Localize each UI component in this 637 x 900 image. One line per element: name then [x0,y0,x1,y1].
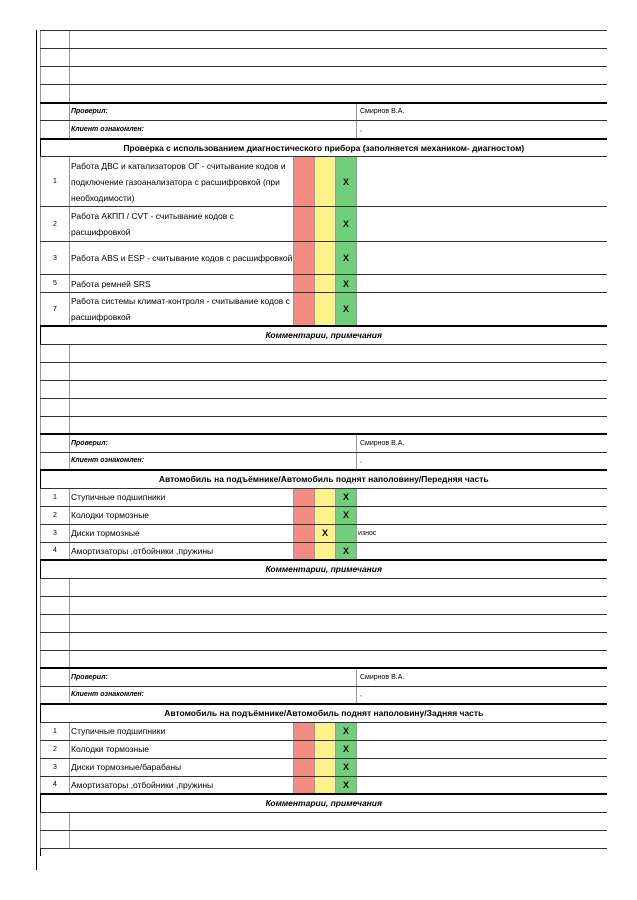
item-description: Диски тормозные [70,524,294,542]
checklist-row [41,275,607,293]
comments-title: Комментарии, примечания [41,326,607,344]
status-yellow-cell[interactable] [315,506,336,524]
status-red-cell[interactable] [294,207,315,242]
section-header-row [41,704,607,722]
blank-cell[interactable] [70,596,607,614]
blank-cell [41,398,70,416]
item-number: 3 [41,242,70,275]
blank-cell [41,49,70,67]
item-number: 5 [41,275,70,293]
blank-cell[interactable] [70,362,607,380]
checklist-row [41,758,607,776]
status-yellow-cell[interactable]: X [315,524,336,542]
blank-cell [41,830,70,848]
comments-title: Комментарии, примечания [41,794,607,812]
item-description: Работа ДВС и катализаторов ОГ - считывание кодов и подключение газоанализатора с расшифровкой (при необходимости) [70,157,294,207]
item-note[interactable] [357,293,607,327]
item-note[interactable] [357,488,607,506]
item-number: 2 [41,207,70,242]
status-red-cell[interactable] [294,293,315,327]
comments-header-row [41,794,607,812]
checklist-row [41,722,607,740]
checklist-row [41,157,607,207]
status-green-cell[interactable]: X [336,506,357,524]
client-acknowledged-value[interactable]: , [357,452,607,470]
item-note[interactable] [357,776,607,794]
status-red-cell[interactable] [294,524,315,542]
blank-cell[interactable] [70,49,607,67]
signoff-row [41,103,607,121]
blank-cell [41,380,70,398]
comments-header-row [41,326,607,344]
status-yellow-cell[interactable] [315,722,336,740]
blank-cell [41,434,70,452]
inspection-sheet [40,30,606,849]
checklist-row [41,506,607,524]
blank-cell[interactable] [70,578,607,596]
comments-header-row [41,560,607,578]
status-yellow-cell[interactable] [315,157,336,207]
status-yellow-cell[interactable] [315,542,336,560]
blank-cell[interactable] [70,85,607,103]
item-description: Диски тормозные/барабаны [70,758,294,776]
checklist-row [41,524,607,542]
checklist-row [41,242,607,275]
status-red-cell[interactable] [294,157,315,207]
client-acknowledged-value[interactable]: , [357,686,607,704]
item-number: 2 [41,506,70,524]
client-row [41,452,607,470]
status-yellow-cell[interactable] [315,776,336,794]
status-red-cell[interactable] [294,776,315,794]
item-description: Работа системы климат-контроля - считывание кодов с расшифровкой [70,293,294,327]
item-number: 3 [41,524,70,542]
blank-row [41,344,607,362]
blank-cell [41,578,70,596]
item-note[interactable] [357,740,607,758]
section-header-row [41,139,607,157]
status-yellow-cell[interactable] [315,293,336,327]
blank-cell[interactable] [70,380,607,398]
section-header-row [41,470,607,488]
item-description: Работа АКПП / CVT - считывание кодов с расшифровкой [70,207,294,242]
blank-row [41,632,607,650]
checked-by-label: Проверил: [70,668,357,686]
blank-cell [41,452,70,470]
item-note[interactable] [357,758,607,776]
blank-row [41,49,607,67]
checklist-row [41,776,607,794]
item-description: Работа ремней SRS [70,275,294,293]
blank-cell[interactable] [70,812,607,830]
blank-cell [41,344,70,362]
blank-cell [41,85,70,103]
status-red-cell[interactable] [294,758,315,776]
blank-cell[interactable] [70,67,607,85]
item-number: 1 [41,157,70,207]
blank-cell [41,67,70,85]
checklist-row [41,542,607,560]
blank-cell [41,668,70,686]
inspection-table-body [41,31,607,849]
blank-row [41,398,607,416]
item-number: 3 [41,758,70,776]
blank-row [41,31,607,49]
item-description: Амортизаторы ,отбойники ,пружины [70,776,294,794]
status-green-cell[interactable]: X [336,776,357,794]
blank-row [41,85,607,103]
status-green-cell[interactable]: X [336,207,357,242]
status-yellow-cell[interactable] [315,740,336,758]
checklist-row [41,740,607,758]
item-number: 4 [41,776,70,794]
section-title: Автомобиль на подъёмнике/Автомобиль поднят наполовину/Передняя часть [41,470,607,488]
blank-row [41,830,607,848]
blank-cell [41,31,70,49]
item-note[interactable]: износ [357,524,607,542]
status-green-cell[interactable]: X [336,157,357,207]
blank-row [41,416,607,434]
blank-row [41,380,607,398]
item-note[interactable] [357,275,607,293]
signoff-row [41,668,607,686]
status-red-cell[interactable] [294,722,315,740]
item-number: 4 [41,542,70,560]
status-yellow-cell[interactable] [315,207,336,242]
checklist-row [41,293,607,327]
status-red-cell[interactable] [294,506,315,524]
status-yellow-cell[interactable] [315,275,336,293]
status-green-cell[interactable] [336,524,357,542]
left-margin-line [36,30,37,870]
blank-row [41,596,607,614]
item-note[interactable] [357,722,607,740]
blank-cell [41,650,70,668]
inspection-table [40,30,607,849]
checklist-row [41,488,607,506]
blank-row [41,578,607,596]
blank-cell [41,812,70,830]
blank-cell[interactable] [70,398,607,416]
blank-cell [41,416,70,434]
status-red-cell[interactable] [294,740,315,758]
blank-cell[interactable] [70,632,607,650]
status-green-cell[interactable]: X [336,722,357,740]
checked-by-label: Проверил: [70,434,357,452]
blank-row [41,812,607,830]
status-green-cell[interactable]: X [336,758,357,776]
blank-row [41,614,607,632]
item-description: Колодки тормозные [70,506,294,524]
status-green-cell[interactable]: X [336,293,357,327]
status-red-cell[interactable] [294,275,315,293]
blank-cell [41,632,70,650]
checked-by-name[interactable]: Смирнов В.А. [357,103,607,121]
item-number: 2 [41,740,70,758]
item-description: Ступичные подшипники [70,488,294,506]
status-green-cell[interactable]: X [336,488,357,506]
item-note[interactable] [357,242,607,275]
status-green-cell[interactable]: X [336,542,357,560]
blank-cell[interactable] [70,31,607,49]
client-acknowledged-label: Клиент ознакомлен: [70,121,357,139]
blank-cell[interactable] [70,344,607,362]
blank-cell[interactable] [70,830,607,848]
item-description: Работа ABS и ESP - считывание кодов с расшифровкой [70,242,294,275]
blank-cell [41,362,70,380]
signoff-row [41,434,607,452]
status-green-cell[interactable]: X [336,242,357,275]
item-description: Амортизаторы ,отбойники ,пружины [70,542,294,560]
comments-title: Комментарии, примечания [41,560,607,578]
item-note[interactable] [357,157,607,207]
client-acknowledged-label: Клиент ознакомлен: [70,686,357,704]
status-green-cell[interactable]: X [336,275,357,293]
client-row [41,121,607,139]
item-number: 7 [41,293,70,327]
blank-cell[interactable] [70,614,607,632]
client-row [41,686,607,704]
status-red-cell[interactable] [294,242,315,275]
checked-by-label: Проверил: [70,103,357,121]
item-description: Колодки тормозные [70,740,294,758]
blank-cell [41,686,70,704]
section-title: Автомобиль на подъёмнике/Автомобиль поднят наполовину/Задняя часть [41,704,607,722]
section-title: Проверка с использованием диагностического прибора (заполняется механиком- диагностом) [41,139,607,157]
checklist-row [41,207,607,242]
blank-cell [41,121,70,139]
item-number: 1 [41,488,70,506]
blank-row [41,362,607,380]
status-yellow-cell[interactable] [315,488,336,506]
checked-by-name[interactable]: Смирнов В.А. [357,434,607,452]
status-red-cell[interactable] [294,542,315,560]
blank-cell [41,596,70,614]
status-yellow-cell[interactable] [315,242,336,275]
status-yellow-cell[interactable] [315,758,336,776]
blank-row [41,650,607,668]
item-note[interactable] [357,207,607,242]
checked-by-name[interactable]: Смирнов В.А. [357,668,607,686]
blank-cell[interactable] [70,650,607,668]
blank-cell[interactable] [70,416,607,434]
client-acknowledged-label: Клиент ознакомлен: [70,452,357,470]
item-description: Ступичные подшипники [70,722,294,740]
client-acknowledged-value[interactable]: , [357,121,607,139]
item-number: 1 [41,722,70,740]
blank-cell [41,614,70,632]
item-note[interactable] [357,506,607,524]
status-green-cell[interactable]: X [336,740,357,758]
item-note[interactable] [357,542,607,560]
blank-cell [41,103,70,121]
status-red-cell[interactable] [294,488,315,506]
blank-row [41,67,607,85]
